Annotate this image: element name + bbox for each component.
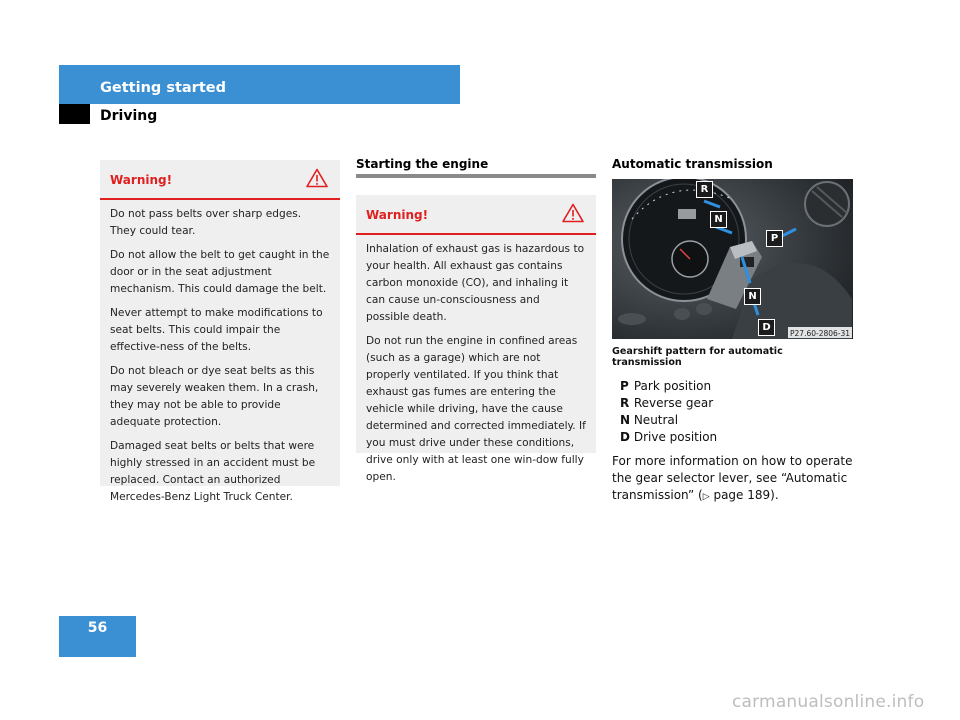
page-ref-link[interactable]: page 189).	[709, 488, 779, 502]
page-ref-icon: ▷	[702, 492, 710, 502]
warning-label: Warning!	[366, 208, 429, 222]
tag-d: D	[758, 319, 775, 336]
gear-text: Park position	[633, 379, 712, 393]
warning-body	[356, 235, 596, 499]
more-info-paragraph	[612, 453, 862, 506]
gear-key: P	[620, 379, 629, 393]
warning-paragraph: Inhalation of exhaust gas is hazardous to your health. All exhaust gas contains carbon monoxide (CO), and inhaling it can cause un-consciousness and possible death.	[366, 243, 585, 323]
watermark: carmanualsonline.info	[732, 692, 925, 712]
chapter-title: Getting started	[100, 80, 226, 96]
photo-code: P27.60-2806-31	[790, 329, 851, 338]
gear-text: Drive position	[633, 430, 718, 444]
tag-p: P	[766, 230, 783, 247]
warning-header	[100, 160, 340, 200]
tag-n: N	[710, 211, 727, 228]
warning-paragraph: Do not pass belts over sharp edges. They could tear.	[110, 208, 302, 237]
gear-key: N	[620, 413, 631, 427]
tag-r: R	[696, 181, 713, 198]
exhaust-warning-box	[356, 195, 596, 483]
list-item	[620, 378, 717, 395]
gear-key: D	[620, 430, 630, 444]
warning-triangle-icon	[306, 168, 328, 188]
warning-header	[356, 195, 596, 235]
list-item	[620, 395, 717, 412]
seatbelt-warning-box	[100, 160, 340, 503]
section-title: Driving	[100, 108, 158, 124]
automatic-transmission-heading: Automatic transmission	[612, 157, 773, 171]
tag-n: N	[744, 288, 761, 305]
more-info-text: For more information on how to operate the gear selector lever, see “Automatic transmission” (	[612, 454, 853, 502]
gear-position-list	[620, 378, 717, 446]
warning-paragraph: Do not allow the belt to get caught in the door or in the seat adjustment mechanism. This could damage the belt.	[110, 249, 330, 295]
section-marker	[59, 104, 90, 124]
section-rule	[356, 174, 596, 178]
warning-paragraph: Never attempt to make modifications to seat belts. This could impair the effective-ness of the belts.	[110, 307, 323, 353]
warning-paragraph: Do not run the engine in confined areas (such as a garage) which are not properly ventilated. If you think that exhaust gas fumes are entering the vehicle while driving, have the cause determined and corrected immediately. If you must drive under these conditions, drive only with at least one win-dow fully open.	[366, 335, 586, 483]
photo-caption: Gearshift pattern for automatic transmission	[612, 346, 783, 368]
list-item	[620, 412, 717, 429]
page-number: 56	[87, 620, 108, 636]
starting-engine-heading: Starting the engine	[356, 157, 489, 171]
warning-paragraph: Do not bleach or dye seat belts as this may severely weaken them. In a crash, they may not be able to provide adequate protection.	[110, 365, 319, 428]
gear-key: R	[620, 396, 630, 410]
warning-paragraph: Damaged seat belts or belts that were highly stressed in an accident must be replaced. Contact an authorized Mercedes-Benz Light Truck Center.	[110, 440, 316, 503]
warning-triangle-icon	[562, 203, 584, 223]
gear-text: Neutral	[633, 413, 679, 427]
gearshift-illustration	[612, 179, 853, 339]
warning-label: Warning!	[110, 173, 173, 187]
list-item	[620, 429, 717, 446]
warning-body	[100, 200, 340, 519]
gear-text: Reverse gear	[633, 396, 714, 410]
gearshift-photo	[612, 179, 853, 339]
